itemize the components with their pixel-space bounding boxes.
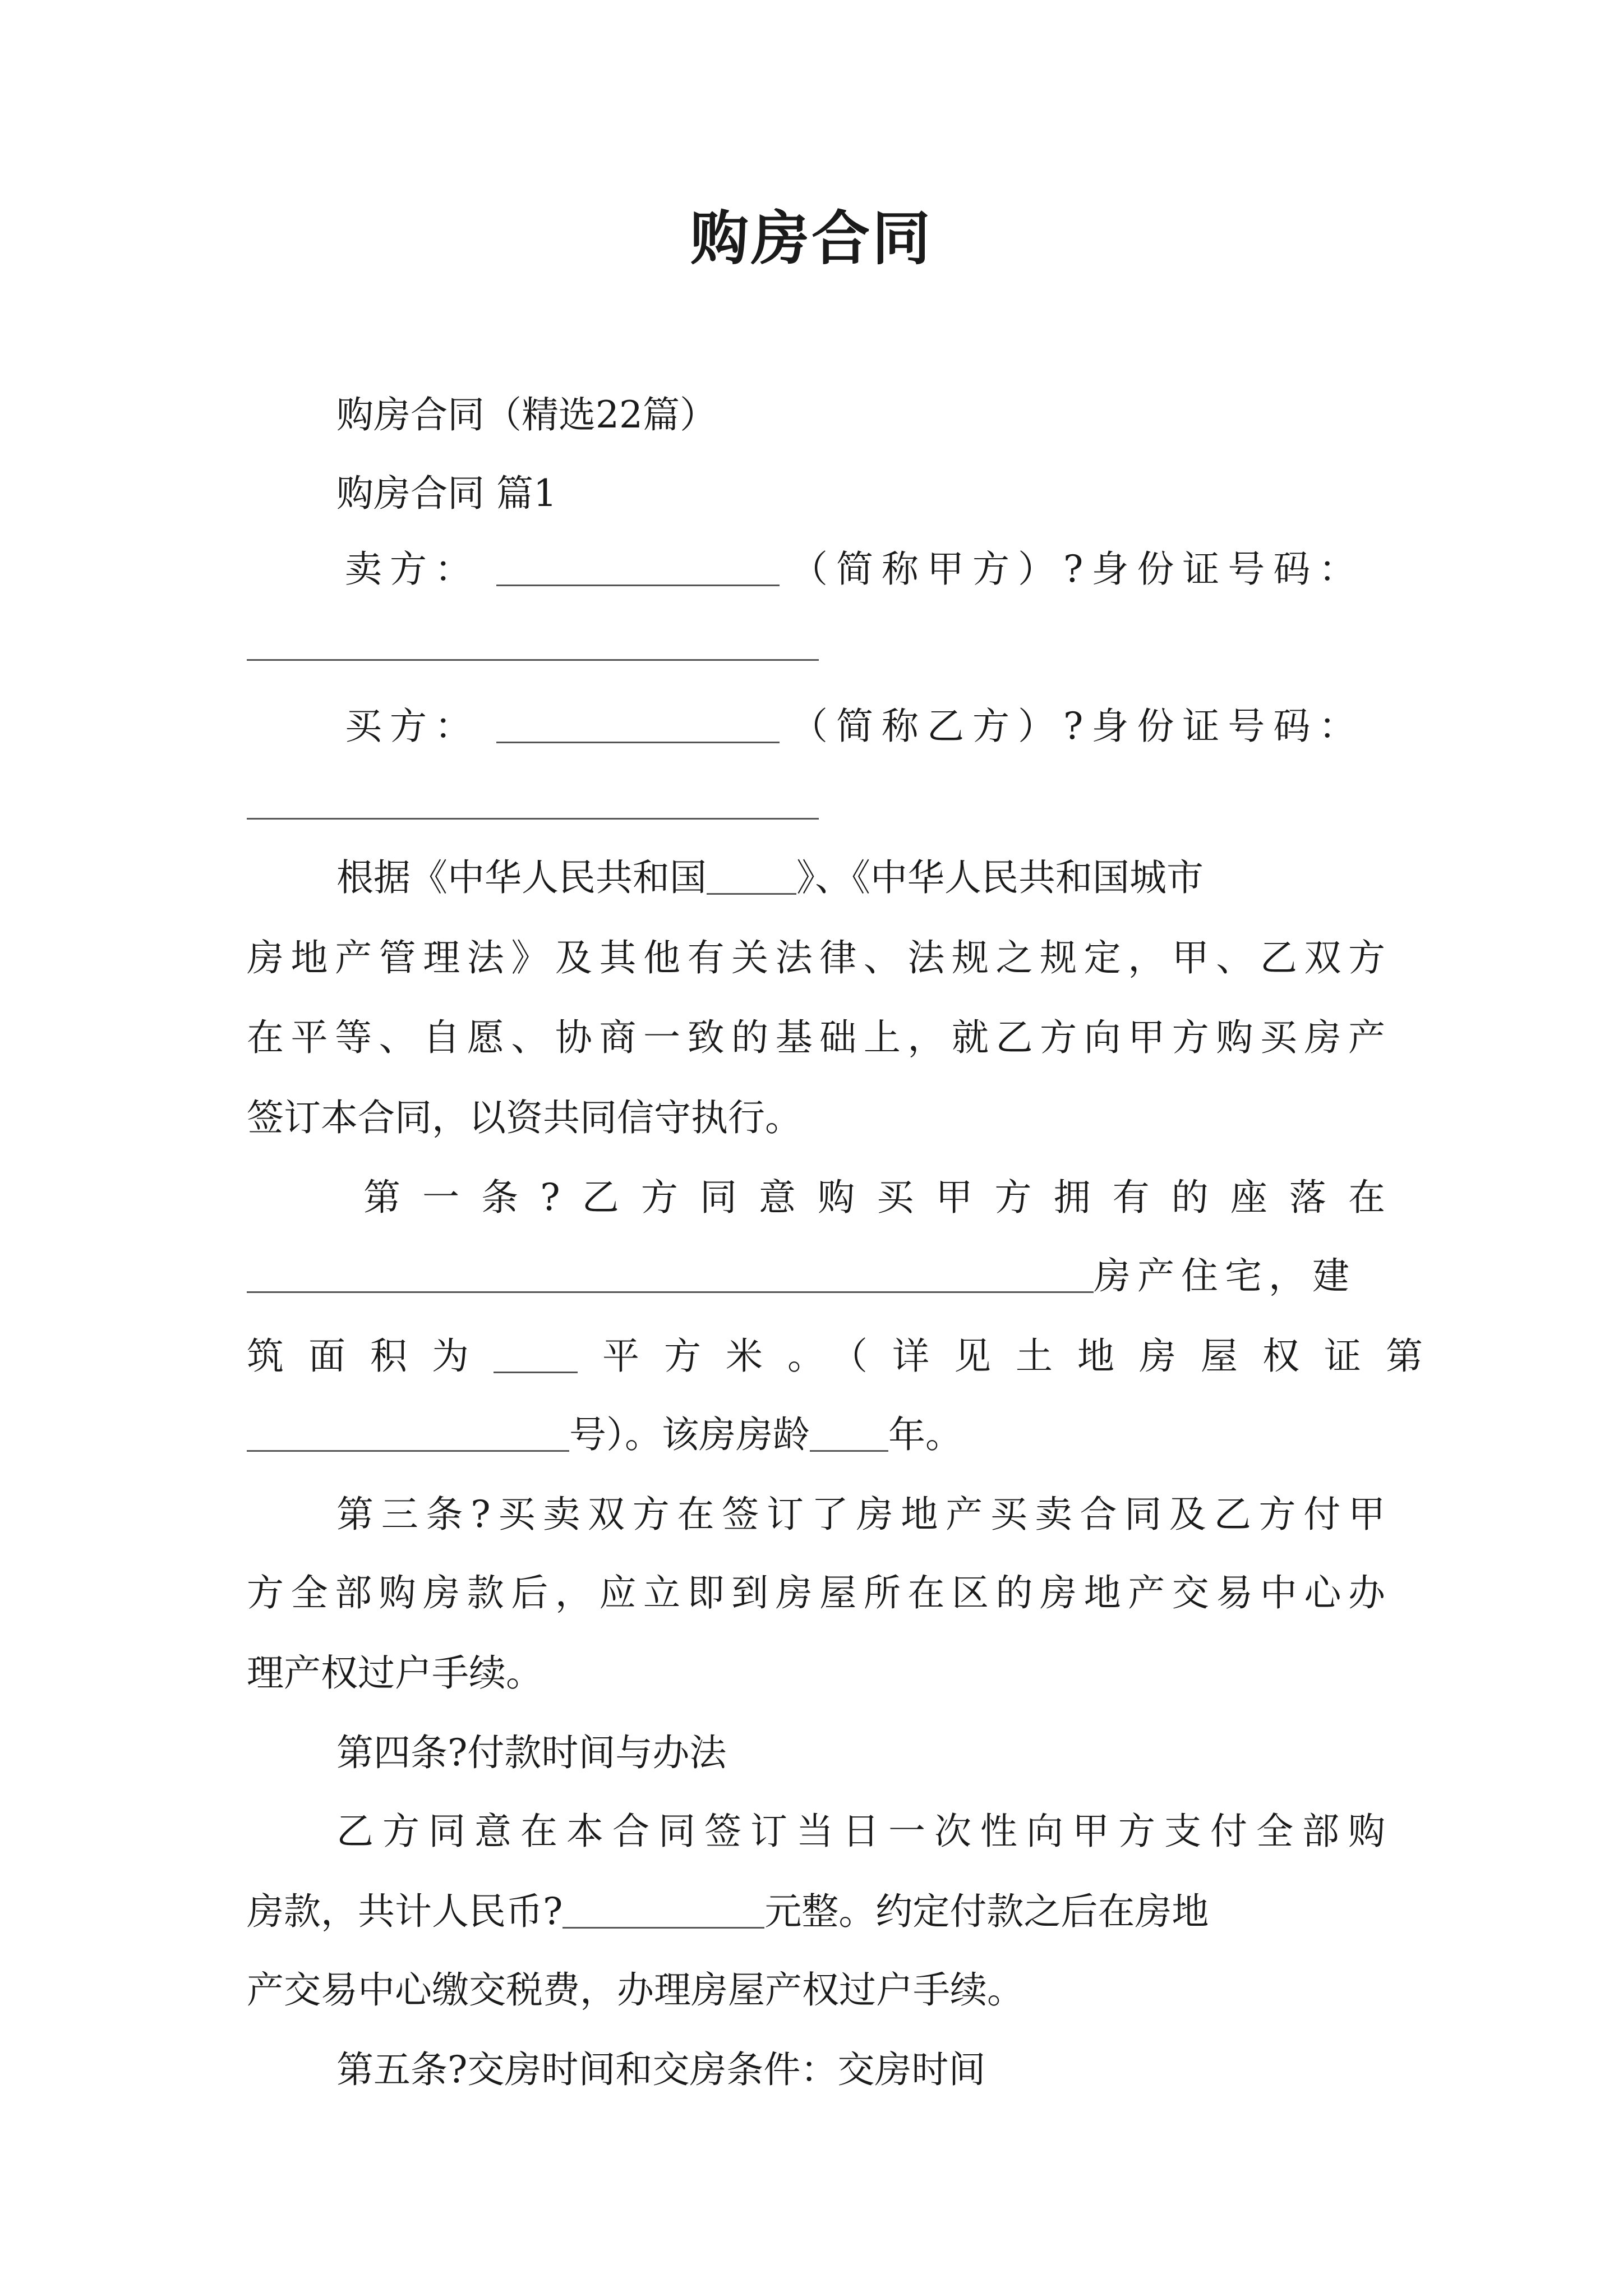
preamble-line-2: 房地产管理法》及其他有关法律、法规之规定，甲、乙双方 xyxy=(247,936,1385,979)
seller-name-blank xyxy=(496,551,780,586)
seller-line xyxy=(345,541,1385,597)
article-4-text: 房款，共计人民币? xyxy=(247,1890,563,1933)
buyer-name-blank xyxy=(496,708,780,743)
article-1-text: 房产住宅，建 xyxy=(1094,1254,1356,1297)
section-heading: 购房合同 篇1 xyxy=(336,472,557,515)
document-title: 购房合同 xyxy=(690,204,933,273)
payment-amount-blank xyxy=(562,1893,764,1929)
buyer-label: 买方： xyxy=(345,705,479,748)
property-location-blank xyxy=(247,1258,1094,1293)
article-1-text: 筑面积为 xyxy=(247,1335,494,1378)
article-4-line-1: 乙方同意在本合同签订当日一次性向甲方支付全部购 xyxy=(336,1810,1385,1853)
preamble-line-1 xyxy=(336,850,1204,906)
article-4-line-2 xyxy=(247,1884,1209,1940)
article-1-line-4 xyxy=(247,1407,962,1463)
article-4-text: 元整。约定付款之后在房地 xyxy=(764,1890,1209,1933)
article-1-line-2 xyxy=(247,1248,1385,1304)
collection-subtitle: 购房合同（精选22篇） xyxy=(336,393,717,436)
certificate-number-blank xyxy=(247,1416,569,1452)
article-4-line-3: 产交易中心缴交税费，办理房屋产权过户手续。 xyxy=(247,1968,1024,2012)
law-name-blank xyxy=(707,859,796,895)
preamble-text: 根据《中华人民共和国 xyxy=(336,856,707,899)
article-3-line-2: 方全部购房款后，应立即到房屋所在区的房地产交易中心办 xyxy=(247,1571,1385,1614)
article-1-text: 平方米。（详见土地房屋权证第 xyxy=(602,1335,1447,1378)
preamble-line-4: 签订本合同，以资共同信守执行。 xyxy=(247,1096,802,1139)
article-4-heading: 第四条?付款时间与办法 xyxy=(336,1731,727,1774)
buyer-short-label: （简称乙方）?身份证号码： xyxy=(791,705,1364,748)
house-age-blank xyxy=(810,1416,888,1452)
article-1-line-3 xyxy=(247,1328,1447,1384)
buyer-id-blank xyxy=(247,818,819,820)
seller-id-blank xyxy=(247,659,819,661)
article-1-text: 年。 xyxy=(888,1413,962,1456)
article-1-line-1: 第一条?乙方同意购买甲方拥有的座落在 xyxy=(363,1176,1385,1219)
article-1-text: 号）。该房房龄 xyxy=(569,1413,810,1456)
preamble-line-3: 在平等、自愿、协商一致的基础上，就乙方向甲方购买房产 xyxy=(247,1016,1385,1059)
article-5-heading: 第五条?交房时间和交房条件：交房时间 xyxy=(336,2048,986,2091)
seller-label: 卖方： xyxy=(345,547,479,591)
article-3-line-3: 理产权过户手续。 xyxy=(247,1651,543,1695)
preamble-text: 》、《中华人民共和国城市 xyxy=(796,856,1204,899)
article-3-line-1: 第三条?买卖双方在签订了房地产买卖合同及乙方付甲 xyxy=(336,1493,1385,1536)
buyer-line xyxy=(345,698,1385,754)
area-blank xyxy=(494,1338,578,1373)
seller-short-label: （简称甲方）?身份证号码： xyxy=(791,547,1364,591)
